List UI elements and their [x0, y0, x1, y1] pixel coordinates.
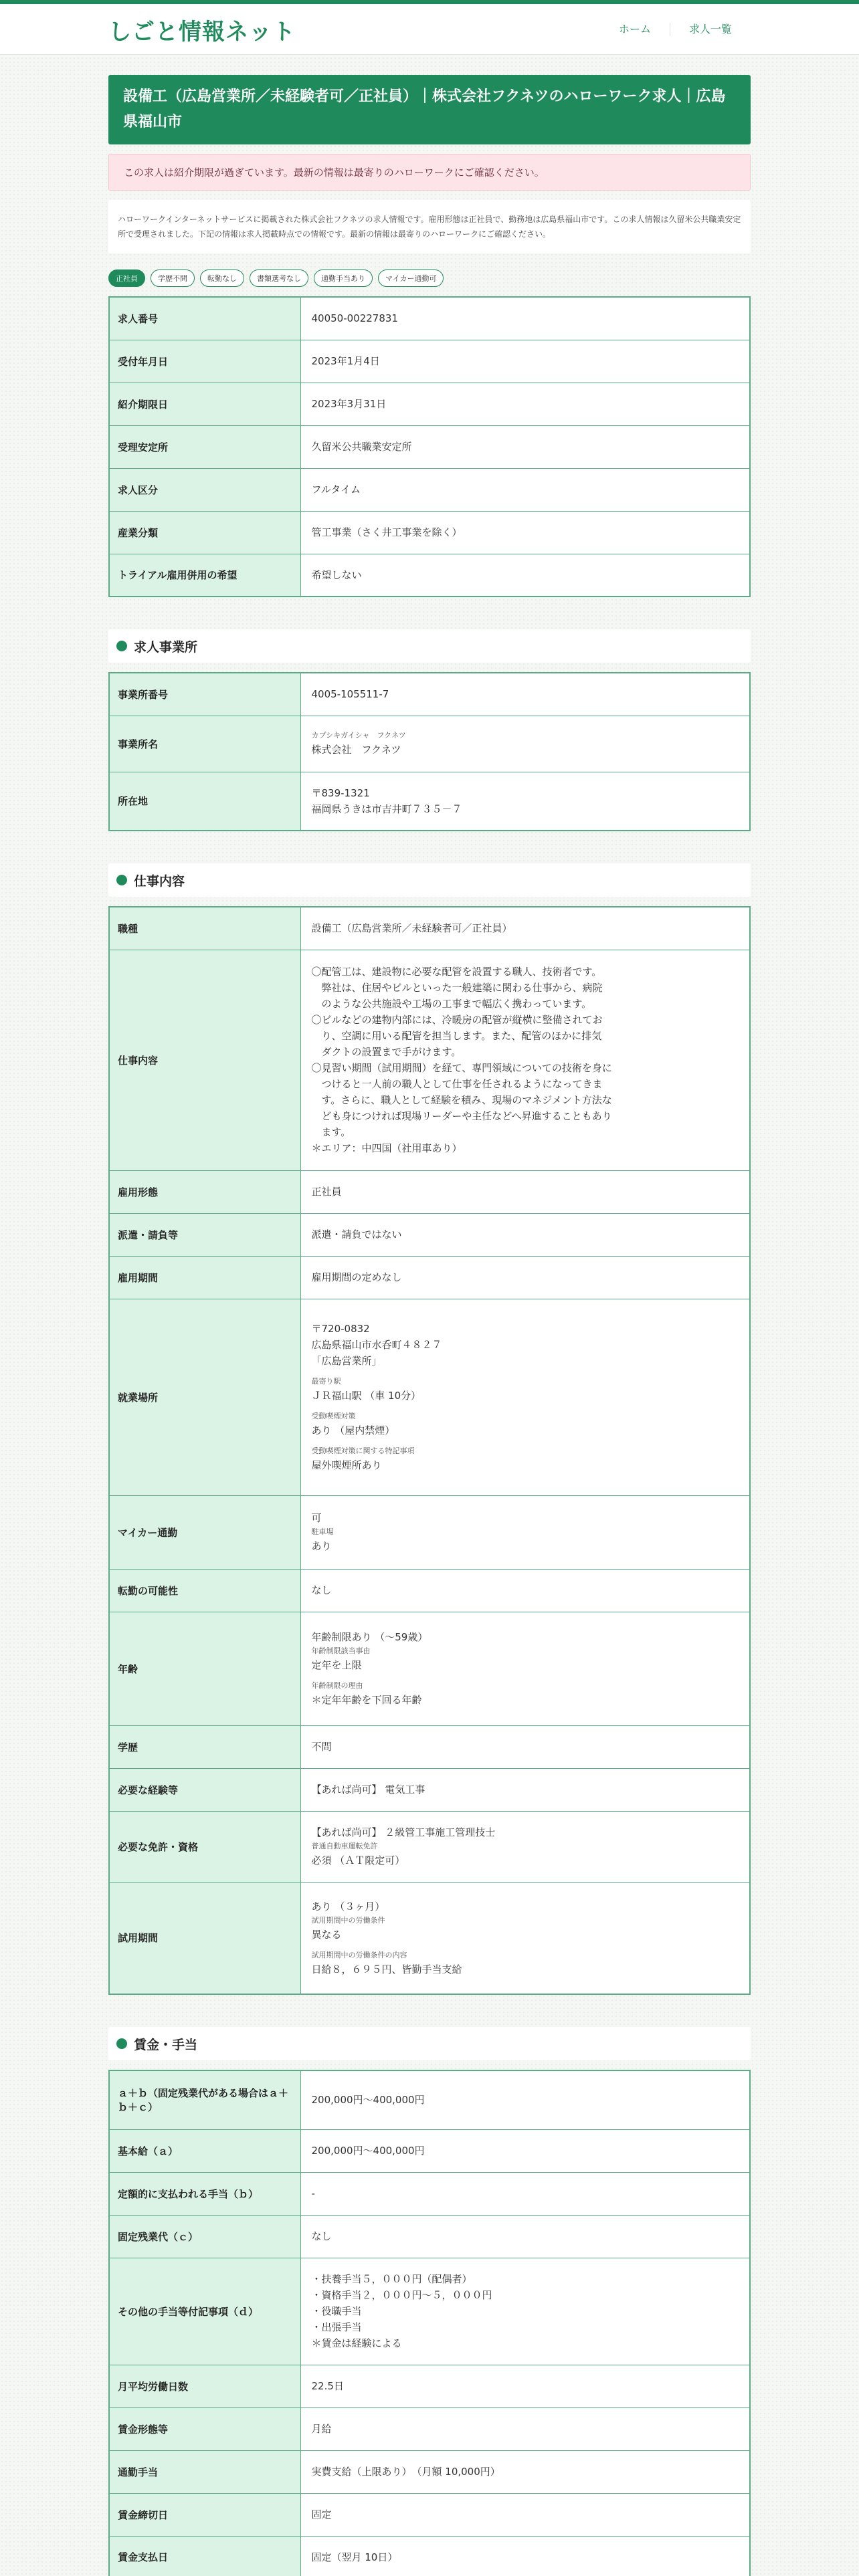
address: 福岡県うきは市吉井町７３５－７ — [311, 802, 462, 815]
row-value: 派遣・請負ではない — [300, 1213, 750, 1256]
row-value: 固定（翌月 10日） — [300, 2536, 750, 2576]
age-range: 定年を上限 — [311, 1659, 362, 1671]
table-row — [109, 716, 750, 772]
row-value: 不問 — [300, 1725, 750, 1768]
table-row — [109, 772, 750, 831]
row-label: 職種 — [109, 907, 300, 950]
row-value: 40050-00227831 — [300, 297, 750, 340]
table-row — [109, 554, 750, 597]
table-row — [109, 1213, 750, 1256]
row-label: ａ＋ｂ（固定残業代がある場合はａ＋ｂ＋ｃ） — [109, 2070, 300, 2129]
office-name: 「広島営業所」 — [311, 1355, 382, 1367]
section-title: 求人事業所 — [134, 639, 198, 655]
table-row — [109, 2172, 750, 2215]
row-value: フルタイム — [300, 468, 750, 511]
table-row — [109, 1299, 750, 1495]
row-label: その他の手当等付記事項（ｄ） — [109, 2258, 300, 2365]
table-row — [109, 2215, 750, 2258]
trial-detail: 日給８，６９５円、皆勤手当支給 — [311, 1963, 462, 1975]
row-label: 求人番号 — [109, 297, 300, 340]
section-job-heading — [108, 863, 751, 897]
table-row — [109, 1882, 750, 1994]
office-table — [108, 672, 751, 831]
table-row — [109, 2536, 750, 2576]
row-value — [300, 1495, 750, 1569]
sub-label: 受動喫煙対策 — [311, 1412, 356, 1420]
wage-table — [108, 2070, 751, 2576]
main-nav — [600, 23, 751, 36]
trial-period: あり （３ヶ月） — [311, 1900, 385, 1913]
row-value — [300, 772, 750, 831]
table-row — [109, 2365, 750, 2407]
table-row — [109, 1495, 750, 1569]
trial-condition: 異なる — [311, 1928, 342, 1941]
bullet-dot-icon — [116, 875, 127, 885]
nav-job-list-link[interactable]: 求人一覧 — [670, 23, 751, 36]
job-description: ハローワークインターネットサービスに掲載された株式会社フクネツの求人情報です。雇用形態は正社員で、勤務地は広島県福山市です。この求人情報は久留米公共職業安定所で受理されました。下記の情報は求人掲載時点での情報です。最新の情報は最寄りのハローワークにご確認ください。 — [108, 200, 751, 253]
row-value — [300, 1299, 750, 1495]
row-label: 必要な経験等 — [109, 1768, 300, 1811]
sub-label: 年齢制限の理由 — [311, 1681, 363, 1690]
row-label: 学歴 — [109, 1725, 300, 1768]
row-label: 定額的に支払われる手当（ｂ） — [109, 2172, 300, 2215]
row-value: 月給 — [300, 2407, 750, 2450]
row-value: 固定 — [300, 2493, 750, 2536]
row-value — [300, 1612, 750, 1725]
sub-label: 普通自動車運転免許 — [311, 1842, 378, 1850]
age-limit: 年齢制限あり （〜59歳） — [311, 1631, 428, 1643]
table-row — [109, 1811, 750, 1882]
row-value: 【あれば尚可】 電気工事 — [300, 1768, 750, 1811]
job-table — [108, 906, 751, 1995]
row-label: 受理安定所 — [109, 425, 300, 468]
row-value: 22.5日 — [300, 2365, 750, 2407]
row-value: 200,000円〜400,000円 — [300, 2129, 750, 2172]
tag-list — [108, 270, 751, 287]
row-label: 雇用形態 — [109, 1170, 300, 1213]
table-row — [109, 297, 750, 340]
bullet-dot-icon — [116, 2038, 127, 2049]
basic-info-table — [108, 296, 751, 597]
table-row — [109, 1170, 750, 1213]
row-label: 派遣・請負等 — [109, 1213, 300, 1256]
station: ＪＲ福山駅 （車 10分） — [311, 1390, 421, 1402]
table-row — [109, 1612, 750, 1725]
smoking-note: 屋外喫煙所あり — [311, 1459, 382, 1471]
table-row — [109, 2129, 750, 2172]
row-value: 4005-105511-7 — [300, 673, 750, 716]
row-value: 希望しない — [300, 554, 750, 597]
name-kana: カブシキガイシャ フクネツ — [311, 731, 406, 740]
row-label: 賃金形態等 — [109, 2407, 300, 2450]
tag-badge: マイカー通勤可 — [378, 270, 444, 287]
sub-label: 駐車場 — [311, 1527, 334, 1536]
table-row — [109, 907, 750, 950]
section-office-heading — [108, 629, 751, 663]
row-label: 所在地 — [109, 772, 300, 831]
parking: あり — [311, 1540, 332, 1552]
table-row — [109, 340, 750, 383]
row-label: 受付年月日 — [109, 340, 300, 383]
row-label: 事業所番号 — [109, 673, 300, 716]
row-value: - — [300, 2172, 750, 2215]
sub-label: 受動喫煙対策に関する特記事項 — [311, 1446, 415, 1455]
row-value: なし — [300, 2215, 750, 2258]
row-value: 久留米公共職業安定所 — [300, 425, 750, 468]
row-value: 200,000円〜400,000円 — [300, 2070, 750, 2129]
row-label: 求人区分 — [109, 468, 300, 511]
row-label: 事業所名 — [109, 716, 300, 772]
license: 【あれば尚可】 ２級管工事施工管理技士 — [311, 1826, 496, 1838]
table-row — [109, 2407, 750, 2450]
table-row — [109, 511, 750, 554]
row-label: 転勤の可能性 — [109, 1569, 300, 1612]
row-label: 年齢 — [109, 1612, 300, 1725]
car-commute: 可 — [311, 1512, 322, 1524]
table-row — [109, 950, 750, 1170]
tag-badge: 学歴不問 — [151, 270, 195, 287]
table-row — [109, 2070, 750, 2129]
tag-badge: 正社員 — [108, 270, 145, 287]
table-row — [109, 1256, 750, 1299]
table-row — [109, 673, 750, 716]
row-label: 固定残業代（ｃ） — [109, 2215, 300, 2258]
row-label: 賃金支払日 — [109, 2536, 300, 2576]
sub-label: 試用期間中の労働条件の内容 — [311, 1950, 407, 1959]
row-label: マイカー通勤 — [109, 1495, 300, 1569]
row-value: 2023年3月31日 — [300, 383, 750, 425]
section-wage-heading — [108, 2027, 751, 2060]
row-value: 正社員 — [300, 1170, 750, 1213]
table-row — [109, 2493, 750, 2536]
table-row — [109, 468, 750, 511]
expired-alert: この求人は紹介期限が過ぎています。最新の情報は最寄りのハローワークにご確認ください。 — [108, 154, 751, 191]
row-label: 紹介期限日 — [109, 383, 300, 425]
section-title: 賃金・手当 — [134, 2037, 198, 2052]
row-label: トライアル雇用併用の希望 — [109, 554, 300, 597]
row-value: ・扶養手当５，０００円（配偶者） ・資格手当２，０００円〜５，０００円 ・役職手当 ・出張手当 ＊賃金は経験による — [300, 2258, 750, 2365]
row-label: 就業場所 — [109, 1299, 300, 1495]
row-label: 賃金締切日 — [109, 2493, 300, 2536]
row-value: 設備工（広島営業所／未経験者可／正社員） — [300, 907, 750, 950]
smoking-policy: あり （屋内禁煙） — [311, 1424, 395, 1436]
site-logo[interactable]: しごと情報ネット — [108, 18, 296, 45]
row-label: 必要な免許・資格 — [109, 1811, 300, 1882]
tag-badge: 書類選考なし — [250, 270, 308, 287]
address: 広島県福山市水呑町４８２７ — [311, 1339, 442, 1351]
row-value: 管工事業（さく井工事業を除く） — [300, 511, 750, 554]
row-value — [300, 1811, 750, 1882]
driver-license: 必須 （ＡＴ限定可） — [311, 1854, 405, 1866]
row-value — [300, 1882, 750, 1994]
row-value: 実費支給（上限あり） （月額 10,000円） — [300, 2450, 750, 2493]
table-row — [109, 1768, 750, 1811]
table-row — [109, 1569, 750, 1612]
postal-code: 〒720-0832 — [311, 1323, 370, 1335]
row-label: 月平均労働日数 — [109, 2365, 300, 2407]
table-row — [109, 2450, 750, 2493]
row-value: 雇用期間の定めなし — [300, 1256, 750, 1299]
age-reason: ＊定年年齢を下回る年齢 — [311, 1694, 422, 1706]
main-content — [108, 75, 751, 2576]
table-row — [109, 425, 750, 468]
row-label: 通勤手当 — [109, 2450, 300, 2493]
sub-label: 年齢制限該当事由 — [311, 1646, 371, 1655]
row-value: 2023年1月4日 — [300, 340, 750, 383]
sub-label: 最寄り駅 — [311, 1377, 341, 1386]
row-label: 試用期間 — [109, 1882, 300, 1994]
table-row — [109, 1725, 750, 1768]
company-name: 株式会社 フクネツ — [311, 744, 401, 756]
row-label: 産業分類 — [109, 511, 300, 554]
section-title: 仕事内容 — [134, 873, 185, 889]
sub-label: 試用期間中の労働条件 — [311, 1915, 385, 1925]
row-label: 基本給（ａ） — [109, 2129, 300, 2172]
nav-home-link[interactable]: ホーム — [618, 23, 651, 35]
tag-badge: 通勤手当あり — [314, 270, 373, 287]
row-value: 〇配管工は、建設物に必要な配管を設置する職人、技術者です。 弊社は、住居やビルといった一般建築に関わる仕事から、病院 のような公共施設や工場の工事まで幅広く携わっています。 〇ビルなどの建物内部には、冷暖房の配管が縦横に整備されてお り、空調に用いる配管を担当します。また、配管のほかに排気 ダクトの設置まで手がけます。 〇見習い期間（試用期間）を経て、専門領域についての技術を身に つけると一人前の職人として仕事を任されるようになってきま す。さらに、職人として経験を積み、現場のマネジメント方法な ども身につければ現場リーダーや主任などへ昇進することもあり ます。 ＊エリア：中四国（社用車あり） — [300, 950, 750, 1170]
row-label: 雇用期間 — [109, 1256, 300, 1299]
table-row — [109, 383, 750, 425]
row-value: なし — [300, 1569, 750, 1612]
page-title: 設備工（広島営業所／未経験者可／正社員）｜株式会社フクネツのハローワーク求人｜広島県福山市 — [108, 75, 751, 144]
bullet-dot-icon — [116, 641, 127, 651]
site-header — [0, 4, 859, 55]
row-value — [300, 716, 750, 772]
table-row — [109, 2258, 750, 2365]
postal-code: 〒839-1321 — [311, 786, 370, 799]
row-label: 仕事内容 — [109, 950, 300, 1170]
tag-badge: 転勤なし — [200, 270, 244, 287]
